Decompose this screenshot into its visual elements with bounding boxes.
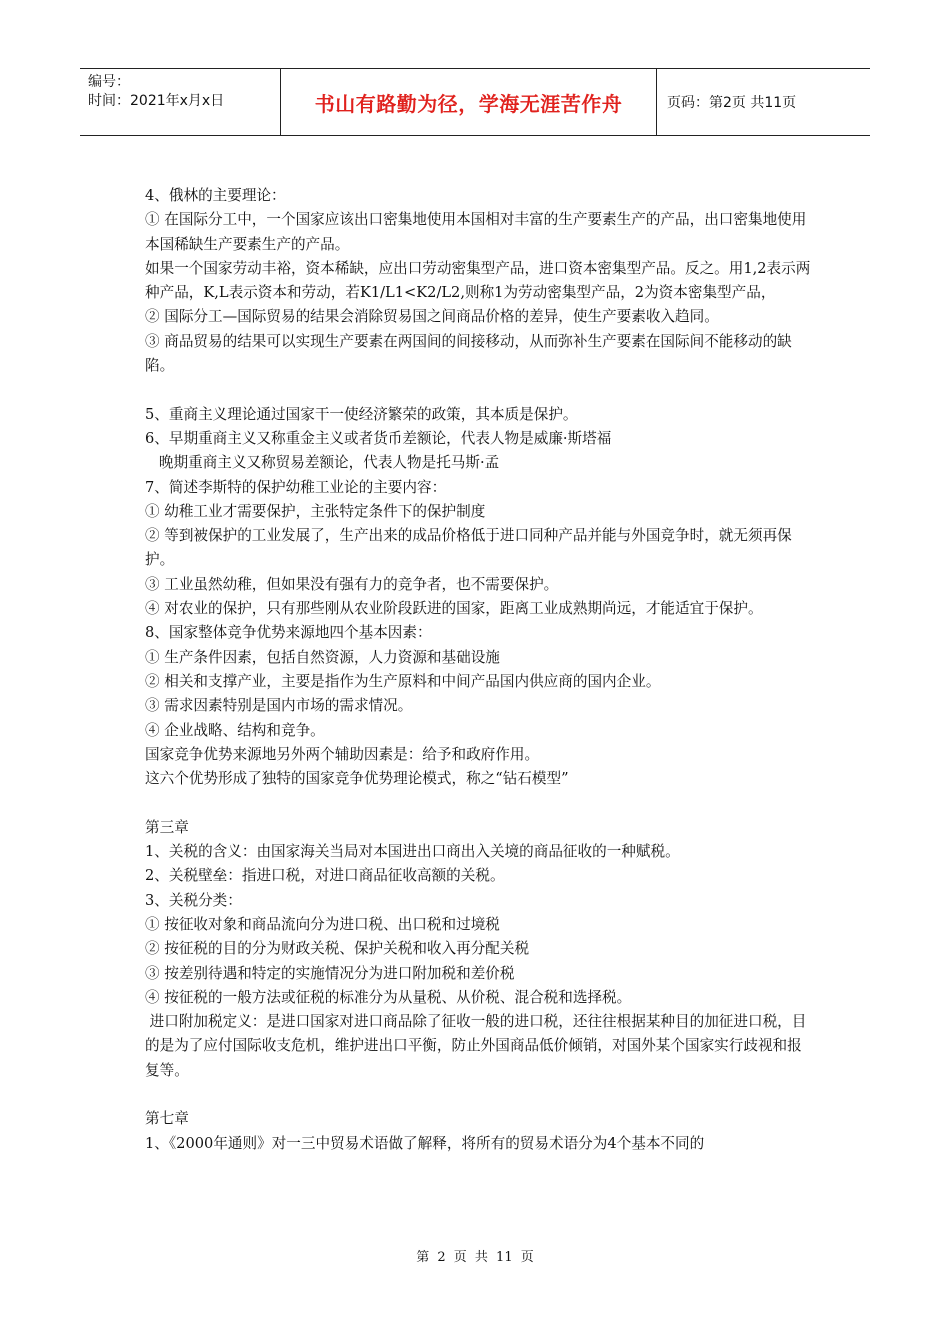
header-page-number: 页码：第2页 共11页 [667, 95, 797, 111]
page-header [80, 68, 870, 136]
paragraph: 1、《2000年通则》对一三中贸易术语做了解释，将所有的贸易术语分为4个基本不同的 [145, 1134, 705, 1152]
header-motto: 书山有路勤为径，学海无涯苦作舟 [280, 69, 657, 135]
paragraph: ④ 企业战略、结构和竞争。 [145, 721, 325, 739]
blank-line [145, 1083, 813, 1107]
paragraph: 7、简述李斯特的保护幼稚工业论的主要内容： [145, 478, 447, 496]
paragraph: ④ 按征税的一般方法或征税的标准分为从量税、从价税、混合税和选择税。 [145, 988, 632, 1006]
paragraph: 3、关税分类： [145, 891, 242, 909]
paragraph: ③ 按差别待遇和特定的实施情况分为进口附加税和差价税 [145, 964, 515, 982]
page-footer: 第 2 页 共 11 页 [416, 1250, 534, 1265]
paragraph: ④ 对农业的保护，只有那些刚从农业阶段跃进的国家，距离工业成熟期尚远，才能适宜于保护。 [145, 600, 763, 618]
paragraph: ① 按征收对象和商品流向分为进口税、出口税和过境税 [145, 915, 500, 933]
paragraph: 6、早期重商主义又称重金主义或者货币差额论，代表人物是威廉·斯塔福 [145, 429, 612, 447]
document-date: 时间：2021年x月x日 [88, 93, 225, 109]
paragraph: ③ 工业虽然幼稚，但如果没有强有力的竞争者，也不需要保护。 [145, 575, 559, 593]
paragraph: ① 幼稚工业才需要保护，主张特定条件下的保护制度 [145, 502, 486, 520]
chapter-heading: 第七章 [145, 1110, 189, 1128]
paragraph: 4、俄林的主要理论： [145, 187, 286, 204]
paragraph: ② 相关和支撑产业，主要是指作为生产原料和中间产品国内供应商的国内企业。 [145, 672, 661, 690]
paragraph: ③ 需求因素特别是国内市场的需求情况。 [145, 697, 413, 715]
paragraph: 进口附加税定义：是进口国家对进口商品除了征收一般的进口税，还往往根据某种目的加征进口税，目的是为了应付国际收支危机，维护进出口平衡，防止外国商品低价倾销，对国外某个国家实行歧视和报复等。 [145, 1013, 807, 1079]
paragraph: 5、重商主义理论通过国家干一使经济繁荣的政策，其本质是保护。 [145, 405, 578, 423]
chapter-heading: 第三章 [145, 818, 189, 836]
paragraph: 这六个优势形成了独特的国家竞争优势理论模式，称之“钻石模型” [145, 770, 569, 788]
header-meta [80, 69, 280, 135]
blank-line [145, 378, 813, 402]
paragraph: 晚期重商主义又称贸易差额论，代表人物是托马斯·孟 [145, 454, 500, 472]
paragraph: 8、国家整体竞争优势来源地四个基本因素： [145, 624, 432, 642]
paragraph: ① 在国际分工中，一个国家应该出口密集地使用本国相对丰富的生产要素生产的产品，出口密集地使用本国稀缺生产要素生产的产品。 [145, 211, 807, 253]
paragraph: 1、关税的含义：由国家海关当局对本国进出口商出入关境的商品征收的一种赋税。 [145, 843, 680, 861]
paragraph: 2、关税壁垒：指进口税，对进口商品征收高额的关税。 [145, 867, 505, 885]
paragraph: ② 国际分工—国际贸易的结果会消除贸易国之间商品价格的差异，使生产要素收入趋同。 [145, 308, 719, 326]
paragraph: ③ 商品贸易的结果可以实现生产要素在两国间的间接移动，从而弥补生产要素在国际间不能移动的缺陷。 [145, 332, 792, 375]
blank-line [145, 791, 813, 815]
paragraph: 如果一个国家劳动丰裕，资本稀缺，应出口劳动密集型产品，进口资本密集型产品。反之。用1,2表示两种产品，K,L表示资本和劳动，若K1/L1<K2/L2,则称1为劳动密集型产品，2为资本密集型产品， [145, 259, 811, 302]
paragraph: ② 按征税的目的分为财政关税、保护关税和收入再分配关税 [145, 940, 530, 958]
paragraph: ① 生产条件因素，包括自然资源，人力资源和基础设施 [145, 648, 500, 666]
document-body [145, 184, 813, 1156]
document-number: 编号： [88, 74, 130, 90]
paragraph: ② 等到被保护的工业发展了，生产出来的成品价格低于进口同种产品并能与外国竞争时，就无须再保护。 [145, 527, 792, 569]
paragraph: 国家竞争优势来源地另外两个辅助因素是：给予和政府作用。 [145, 745, 540, 763]
